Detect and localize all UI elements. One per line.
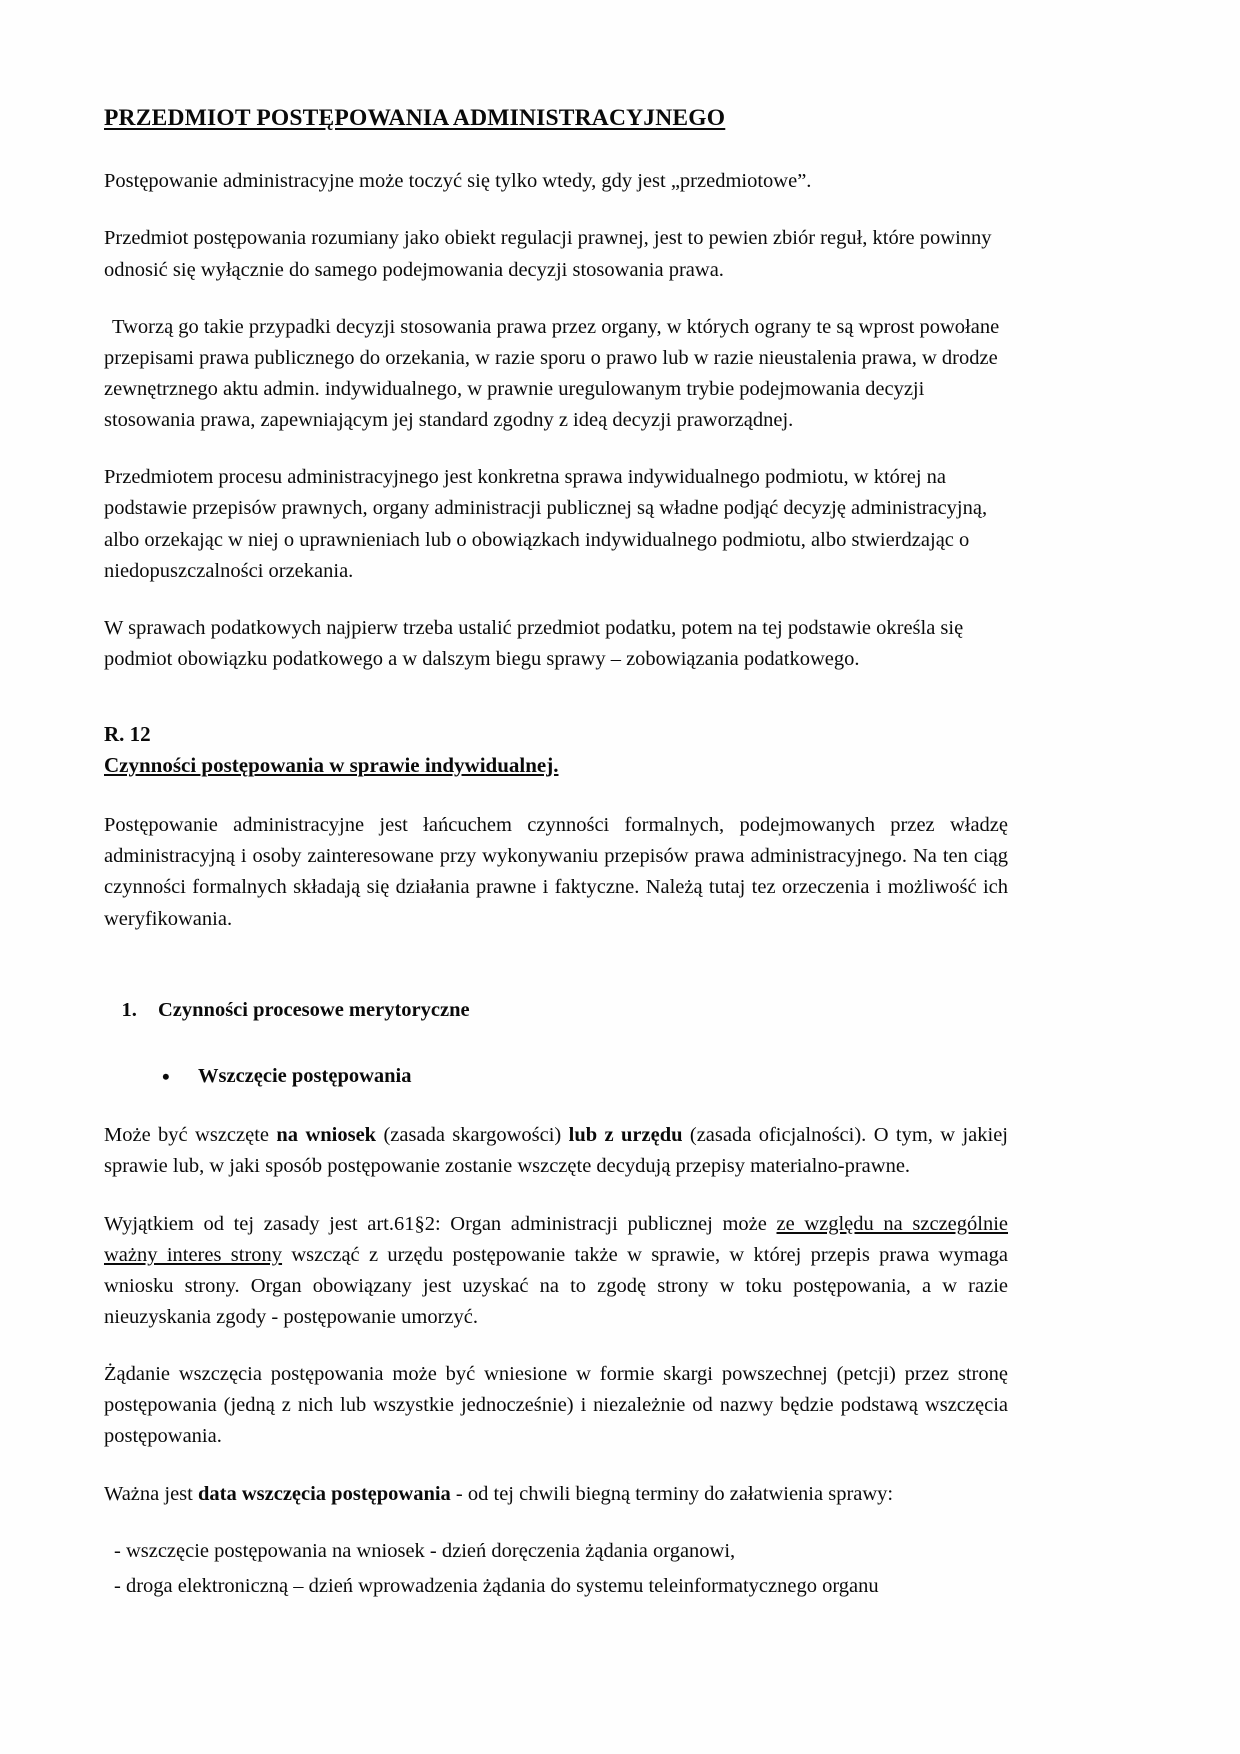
mode-mid-text: (zasada skargowości) [376,1124,569,1147]
mode-lead-text: Może być wszczęte [104,1124,277,1147]
document-body [104,104,1008,1602]
date-tail-text: - od tej chwili biegną terminy do załatwienia sprawy: [450,1482,894,1505]
section-spacer [104,701,1008,719]
paragraph-process-subject: Przedmiotem procesu administracyjnego jest konkretna sprawa indywidualnego podmiotu, w której na podstawie przepisów prawnych, organy administracji publicznej są władne podjąć decyzję administracyjną, albo orzekając w niej o uprawnieniach lub o obowiązkach indywidualnego podmiotu, albo stwierdzając o niedopuszczalności orzekania. [104,466,988,582]
mode-bold-ex-officio: lub z urzędu [568,1124,683,1147]
paragraph-tax-matters: W sprawach podatkowych najpierw trzeba ustalić przedmiot podatku, potem na tej podstawie określa się podmiot obowiązku podatkowego a w dalszym biegu sprawy – zobowiązania podatkowego. [104,616,964,671]
mode-tail-text: (zasada oficjalności). O tym, w jakiej sprawie lub, w jaki sposób postępowanie zostanie wszczęte decydują przepisy materialno-prawne. [104,1124,1009,1178]
date-lead-text: Ważna jest [104,1482,198,1505]
list-item: - wszczęcie postępowania na wniosek - dzień doręczenia żądania organowi, [114,1539,736,1562]
exception-underlined-clause: ze względu na szczególnie ważny interes strony [104,1212,1009,1266]
bullet-list [104,1061,1008,1092]
mode-bold-on-request: na wniosek [276,1124,377,1147]
list-item: - droga elektroniczną – dzień wprowadzenia żądania do systemu teleinformatycznego organu [114,1574,879,1597]
page-title: PRZEDMIOT POSTĘPOWANIA ADMINISTRACYJNEGO [104,105,726,131]
paragraph-exception-art61 [104,1209,1008,1334]
paragraph-intro: Postępowanie administracyjne może toczyć się tylko wtedy, gdy jest „przedmiotowe”. [104,170,812,193]
paragraph-cases: Tworzą go takie przypadki decyzji stosowania prawa przez organy, w których ograny te są wprost powołane przepisami prawa publicznego do orzekania, w razie sporu o prawo lub w razie nieustalenia prawa, w drodze zewnętrznego aktu admin. indywidualnego, w prawnie uregulowanym trybie podejmowania decyzji stosowania prawa, zapewniającym jej standard zgodny z ideą decyzji praworządnej. [104,315,1000,432]
exception-lead-text: Wyjątkiem od tej zasady jest art.61§2: Organ administracji publicznej może [104,1212,777,1235]
exception-tail-text: wszcząć z urzędu postępowanie także w sprawie, w której przepis prawa wymaga wniosku strony. Organ obowiązany jest uzyskać na to zgodę strony w toku postępowania, a w razie nieuzyskania zgody - postępowanie umorzyć. [104,1243,1009,1328]
paragraph-request-form: Żądanie wszczęcia postępowania może być wniesione w formie skargi powszechnej (petcji) przez stronę postępowania (jedną z nich lub wszystkie jednocześnie) i niezależnie od nazwy będzie podstawą wszczęcia postępowania. [104,1363,1008,1448]
numbered-list [104,995,1008,1026]
section-label: R. 12 [104,722,151,747]
paragraph-initiation-modes [104,1120,1008,1182]
paragraph-initiation-date [104,1479,1008,1510]
paragraph-subject-definition: Przedmiot postępowania rozumiany jako obiekt regulacji prawnej, jest to pewien zbiór reguł, które powinny odnosić się wyłącznie do samego podejmowania decyzji stosowania prawa. [104,227,992,281]
list-item: 1. Czynności procesowe merytoryczne [142,995,1008,1026]
list-item: • Wszczęcie postępowania [196,1061,1008,1092]
section-heading: Czynności postępowania w sprawie indywidualnej. [104,752,559,777]
dash-list [104,1536,1008,1602]
paragraph-chain-of-acts: Postępowanie administracyjne jest łańcuchem czynności formalnych, podejmowanych przez władzę administracyjną i osoby zainteresowane przy wykonywaniu przepisów prawa administracyjnego. Na ten ciąg czynności formalnych składają się działania prawne i faktyczne. Należą tutaj tez orzeczenia i możliwość ich weryfikowania. [104,814,1008,930]
date-bold-term: data wszczęcia postępowania [197,1482,451,1505]
list-spacer-top [104,961,1008,995]
list-spacer-mid [104,1043,1008,1061]
